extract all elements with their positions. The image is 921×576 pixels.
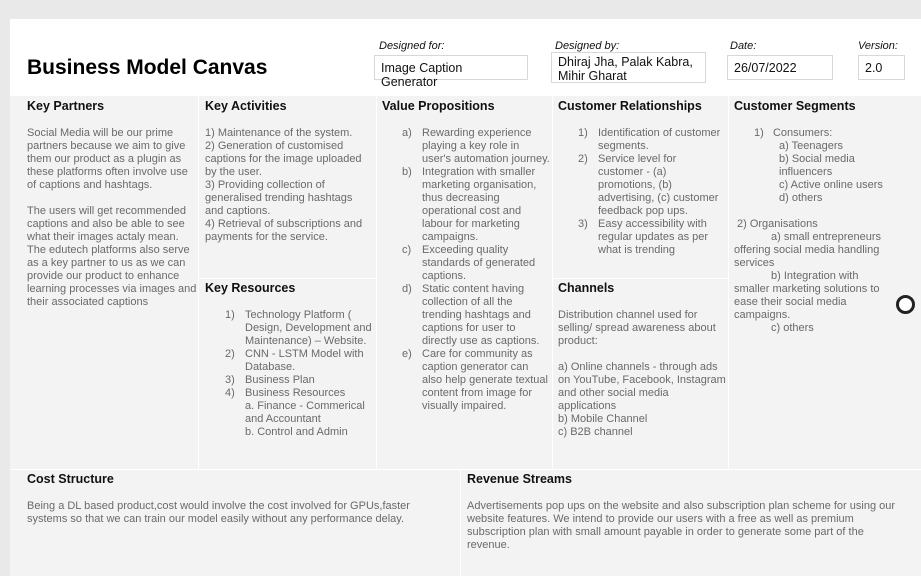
designed-by-line1: Dhiraj Jha, Palak Kabra,: [558, 55, 693, 69]
designed-by-line2: Mihir Gharat: [558, 69, 627, 83]
cost-structure-heading: Cost Structure: [27, 472, 114, 486]
channels-p1: Distribution channel used for selling/ spread awareness about product:: [558, 309, 716, 347]
segment-item: c) Active online users: [779, 179, 883, 191]
customer-relationship-item: 2) Service level for customer - (a) promotions, (b) advertising, (c) customer feedback pop ups.: [578, 153, 719, 217]
key-activity-item: 1) Maintenance of the system.: [205, 127, 353, 139]
segment-item: a) small entrepreneurs offering social media handling services: [734, 231, 882, 269]
key-resource-item: 4) Business Resources: [225, 387, 346, 399]
customer-relationships-text: [578, 127, 724, 257]
channels-p3: b) Mobile Channel: [558, 413, 648, 425]
customer-segments-heading: Customer Segments: [734, 99, 856, 113]
value-proposition-item: a) Rewarding experience playing a key role in user's automation journey.: [402, 127, 550, 165]
key-activity-item: 4) Retrieval of subscriptions and payments for the service.: [205, 218, 363, 243]
customer-relationships-heading: Customer Relationships: [558, 99, 702, 113]
circle-icon[interactable]: [896, 295, 915, 314]
key-resource-sub-a: a. Finance - Commerical and Accountant: [245, 400, 365, 425]
value-proposition-item: c) Exceeding quality standards of generated captions.: [402, 244, 536, 282]
cost-structure-text: Being a DL based product,cost would involve the cost involved for GPUs,faster systems so that we can train our model easily without any performance delay.: [27, 500, 410, 525]
segment-consumers: 1) Consumers:: [754, 127, 833, 139]
segment-item: b) Integration with smaller marketing solutions to ease their social media campaigns.: [734, 270, 880, 321]
revenue-streams-heading: Revenue Streams: [467, 472, 572, 486]
key-partners-heading: Key Partners: [27, 99, 105, 113]
date-field[interactable]: 26/07/2022: [727, 55, 833, 80]
customer-segments-text: [734, 127, 894, 335]
key-activity-item: 2) Generation of customised captions for the image uploaded by the user.: [205, 140, 362, 178]
page-title: Business Model Canvas: [27, 56, 268, 79]
segment-item: b) Social media influencers: [779, 153, 855, 178]
key-partners-p2: The users will get recommended captions and also be able to see what their images actaly mean. The edutech platforms also serve as a key partner to us as we can provide our product to enhance learning processes via images and their associated captions: [27, 205, 197, 308]
key-partners-text: [27, 127, 197, 309]
key-resource-item: 1) Technology Platform ( Design, Development and Maintenance) – Website.: [225, 309, 372, 347]
value-proposition-item: d) Static content having collection of all the trending hashtags and captions for user to directly use as captions.: [402, 283, 540, 347]
key-partners-p1: Social Media will be our prime partners because we aim to give them our product as a plugin as these platforms often involve use of captions and hashtags.: [27, 127, 188, 191]
key-resource-item: 2) CNN - LSTM Model with Database.: [225, 348, 364, 373]
key-resource-item: 3) Business Plan: [225, 374, 315, 386]
version-field[interactable]: 2.0: [858, 55, 905, 80]
date-label: Date:: [730, 40, 757, 52]
designed-for-field[interactable]: Image Caption Generator: [374, 55, 528, 80]
key-activities-text: [205, 127, 373, 244]
value-proposition-item: e) Care for community as caption generator can also help generate textual content from image for visually impaired.: [402, 348, 548, 412]
key-resource-sub-b: b. Control and Admin: [245, 426, 348, 438]
designed-for-label: Designed for:: [379, 40, 445, 52]
key-activities-heading: Key Activities: [205, 99, 287, 113]
segment-item: c) others: [771, 322, 814, 334]
revenue-streams-text: Advertisements pop ups on the website and also subscription plan scheme for using our website features. We intend to provide our users with a free as well as premium subscription plan with small amount payable in order to generate some part of the revenue.: [467, 500, 896, 551]
channels-heading: Channels: [558, 281, 615, 295]
key-activity-item: 3) Providing collection of generalised trending hashtags and captions.: [205, 179, 353, 217]
designed-by-label: Designed by:: [555, 40, 620, 52]
segment-organisations: 2) Organisations: [737, 218, 818, 230]
channels-p2: a) Online channels - through ads on YouTube, Facebook, Instagram and other social media applications: [558, 361, 726, 412]
canvas-grid: [10, 96, 921, 576]
value-propositions-heading: Value Propositions: [382, 99, 495, 113]
version-label: Version:: [858, 40, 898, 52]
channels-p4: c) B2B channel: [558, 426, 633, 438]
segment-item: d) others: [779, 192, 823, 204]
key-resources-text: [225, 309, 373, 439]
key-resources-heading: Key Resources: [205, 281, 296, 295]
value-propositions-text: [402, 127, 550, 413]
customer-relationship-item: 1) Identification of customer segments.: [578, 127, 721, 152]
designed-by-field[interactable]: [551, 52, 706, 83]
value-proposition-item: b) Integration with smaller marketing organisation, thus decreasing operational cost and labour for marketing campaigns.: [402, 166, 537, 243]
canvas-page: [10, 19, 921, 576]
channels-text: [558, 309, 726, 439]
customer-relationship-item: 3) Easy accessibility with regular updates as per what is trending: [578, 218, 709, 256]
segment-item: a) Teenagers: [779, 140, 844, 152]
